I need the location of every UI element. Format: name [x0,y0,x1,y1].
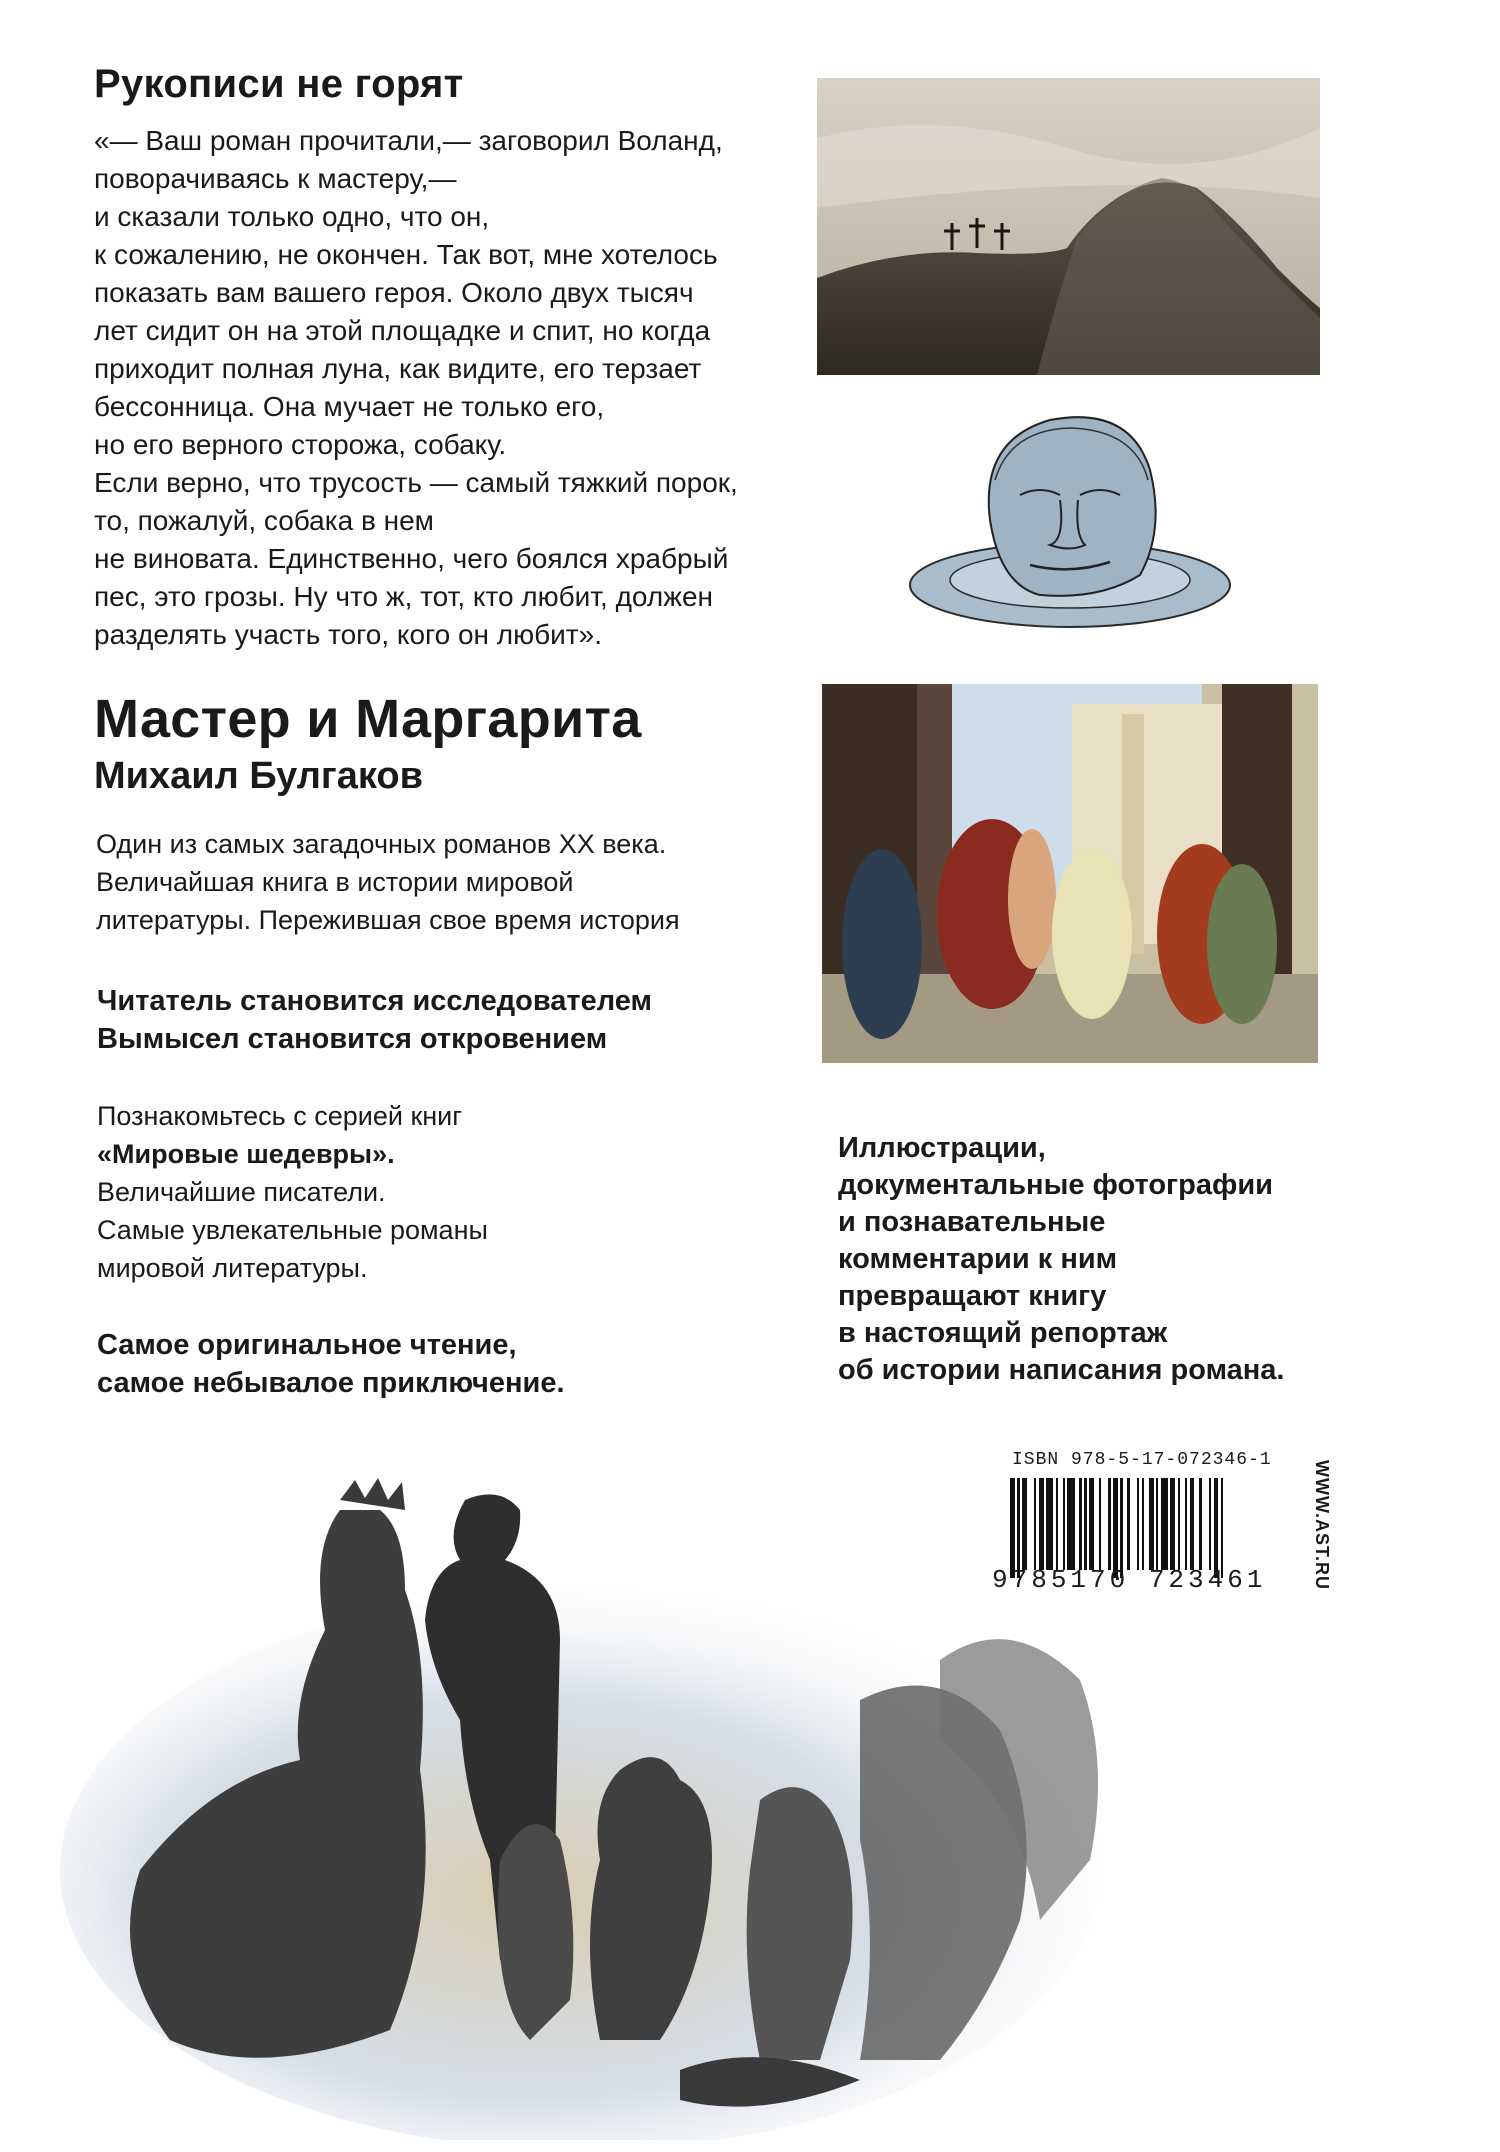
barcode-space [1223,1478,1225,1570]
publisher-website: WWW.AST.RU [1312,1460,1332,1590]
quote-line: Если верно, что трусость — самый тяжкий порок, [94,467,738,498]
illustrations-line: и познавательные [838,1206,1106,1238]
quote-line: поворачиваясь к мастеру,— [94,163,457,194]
illustrations-line: Иллюстрации, [838,1132,1046,1164]
quote-line: не виновата. Единственно, чего боялся храбрый [94,543,729,574]
quote-line: пес, это грозы. Ну что ж, тот, кто любит, должен [94,581,713,612]
ecce-homo-painting [822,684,1318,1063]
closing-line: самое небывалое приключение. [97,1367,565,1399]
barcode-space [1202,1478,1209,1570]
quote-line: и сказали только одно, что он, [94,201,490,232]
tagline [97,982,817,1058]
illustrations-line: комментарии к ним [838,1243,1118,1275]
barcode-bar [1161,1478,1168,1570]
tagline-line: Вымысел становится откровением [97,1023,608,1055]
closing-slogan [97,1326,817,1402]
description-line: Величайшая книга в истории мировой [96,867,574,897]
description-line: Один из самых загадочных романов XX века. [96,829,667,859]
quote-line: к сожалению, не окончен. Так вот, мне хотелось [94,239,718,270]
series-name: «Мировые шедевры». [97,1139,395,1169]
series-line: мировой литературы. [97,1253,368,1283]
quote-line: «— Ваш роман прочитали,— заговорил Воланд, [94,125,723,156]
isbn-text: ISBN 978-5-17-072346-1 [1012,1450,1272,1470]
tagline-line: Читатель становится исследователем [97,985,652,1017]
barcode-main-digits: 785170 723461 [1011,1565,1267,1595]
quote-line: показать вам вашего героя. Около двух тысяч [94,277,694,308]
series-line: Самые увлекательные романы [97,1215,488,1245]
series-promo [97,1097,817,1287]
head-on-plate-drawing [900,400,1240,640]
book-author: Михаил Булгаков [94,755,423,797]
description-line: литературы. Пережившая свое время история [96,905,680,935]
quote-line: бессонница. Она мучает не только его, [94,391,605,422]
quote-line: но его верного сторожа, собаку. [94,429,507,460]
closing-line: Самое оригинальное чтение, [97,1329,517,1361]
illustrations-note [838,1130,1358,1389]
series-line: Величайшие писатели. [97,1177,386,1207]
quote-section-title: Рукописи не горят [94,62,464,106]
satans-ball-drawing [60,1440,1160,2140]
barcode-first-digit: 9 [992,1565,1012,1595]
quote-line: приходит полная луна, как видите, его терзает [94,353,702,384]
illustrations-line: об истории написания романа. [838,1354,1285,1386]
illustrations-line: в настоящий репортаж [838,1317,1168,1349]
golgotha-hill-photo [817,78,1320,375]
quote-line: лет сидит он на этой площадке и спит, но когда [94,315,711,346]
series-intro: Познакомьтесь с серией книг [97,1101,463,1131]
quote-text [94,122,814,654]
illustrations-line: превращают книгу [838,1280,1107,1312]
quote-line: разделять участь того, кого он любит». [94,619,602,650]
illustrations-line: документальные фотографии [838,1169,1273,1201]
book-description [96,825,816,939]
quote-line: то, пожалуй, собака в нем [94,505,434,536]
book-title: Мастер и Маргарита [94,689,642,749]
